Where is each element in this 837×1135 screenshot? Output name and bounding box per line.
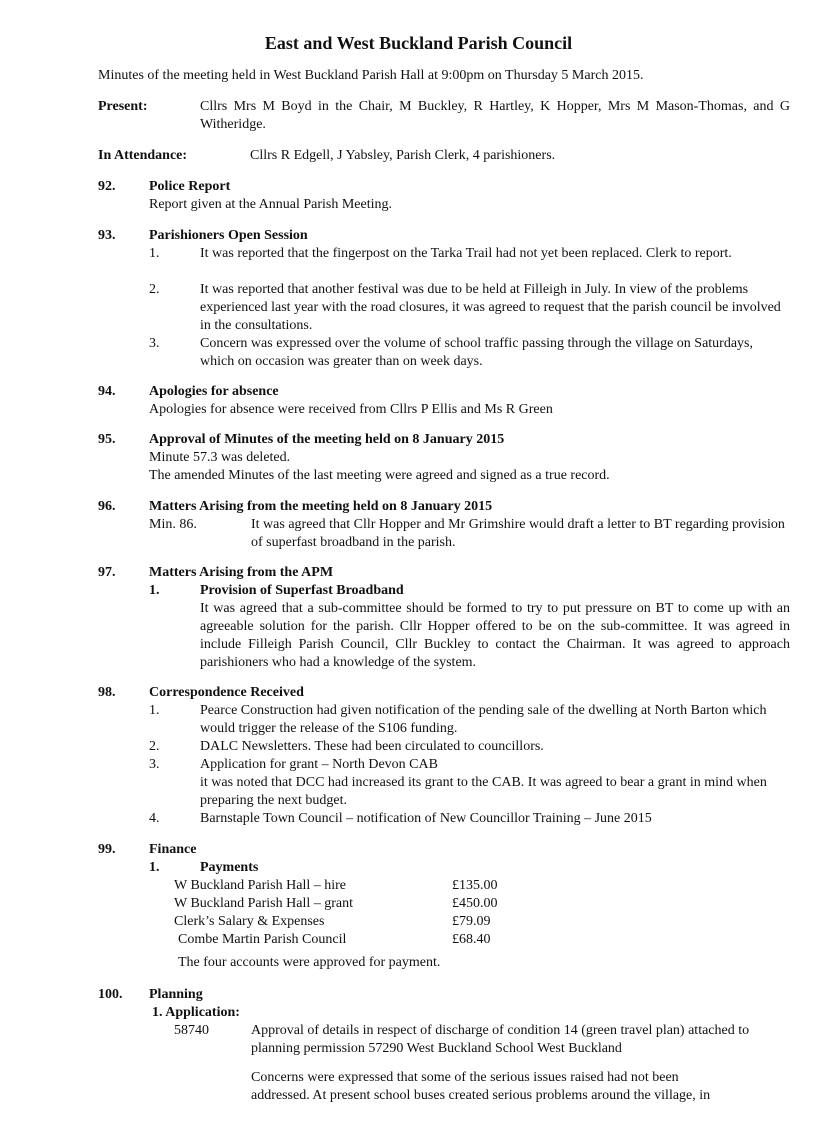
payment-amount: £79.09: [452, 914, 491, 929]
list-number: 4.: [149, 811, 160, 826]
item-heading: Correspondence Received: [149, 685, 304, 700]
item-body: The amended Minutes of the last meeting were agreed and signed as a true record.: [149, 468, 610, 483]
item-number: 95.: [98, 432, 116, 447]
item-body: Minute 57.3 was deleted.: [149, 450, 291, 465]
list-number: 1.: [149, 703, 160, 718]
item-body: It was agreed that a sub-committee should be formed to try to put pressure on BT to come up with an agreeable solution for the parish. Cllr Hopper offered to be on the sub-committee. It was agreed in include Filleigh Parish Council, Cllr Buckley to contact the Chairman. It was agreed to approach parishioners who had a knowledge of the system.: [200, 601, 790, 670]
item-heading: Planning: [149, 987, 203, 1002]
list-item: Barnstaple Town Council – notification of New Councillor Training – June 2015: [200, 811, 652, 826]
payment-amount: £450.00: [452, 896, 498, 911]
list-number: 3.: [149, 757, 160, 772]
payment-amount: £135.00: [452, 878, 498, 893]
finance-note: The four accounts were approved for payment.: [178, 955, 441, 970]
planning-concerns: Concerns were expressed that some of the serious issues raised had not been: [251, 1070, 679, 1085]
planning-concerns: addressed. At present school buses created serious problems around the village, in: [251, 1088, 711, 1103]
list-item: Concern was expressed over the volume of school traffic passing through the village on Saturdays, which on occasion was greater than on week days.: [200, 336, 753, 369]
item-body: Report given at the Annual Parish Meeting.: [149, 197, 393, 212]
item-number: 92.: [98, 179, 116, 194]
list-item: Pearce Construction had given notification of the pending sale of the dwelling at North Barton which would trigger the release of the S106 funding.: [200, 703, 767, 736]
item-number: 97.: [98, 565, 116, 580]
payment-payee: W Buckland Parish Hall – grant: [174, 896, 353, 911]
sub-heading: 1. Application:: [152, 1005, 240, 1020]
list-item: Application for grant – North Devon CAB: [200, 757, 438, 772]
list-number: 1.: [149, 246, 160, 261]
list-number: 1.: [149, 860, 160, 875]
list-number: 3.: [149, 336, 160, 351]
list-number: 1.: [149, 583, 160, 598]
attendance-label: In Attendance:: [98, 148, 188, 163]
payment-payee: Combe Martin Parish Council: [178, 932, 347, 947]
item-number: 99.: [98, 842, 116, 857]
item-heading: Police Report: [149, 179, 231, 194]
sub-heading: Provision of Superfast Broadband: [200, 583, 404, 598]
application-number: 58740: [174, 1023, 209, 1038]
list-number: 2.: [149, 739, 160, 754]
item-number: 94.: [98, 384, 116, 399]
minute-reference: Min. 86.: [149, 517, 197, 532]
sub-heading: Payments: [200, 860, 259, 875]
item-number: 98.: [98, 685, 116, 700]
item-heading: Finance: [149, 842, 197, 857]
payment-payee: W Buckland Parish Hall – hire: [174, 878, 346, 893]
item-heading: Matters Arising from the APM: [149, 565, 334, 580]
item-number: 96.: [98, 499, 116, 514]
list-item: DALC Newsletters. These had been circulated to councillors.: [200, 739, 544, 754]
payment-payee: Clerk’s Salary & Expenses: [174, 914, 325, 929]
list-item: It was reported that another festival was due to be held at Filleigh in July. In view of the problems experienced last year with the road closures, it was agreed to request that the parish council be involved in the consultations.: [200, 282, 781, 333]
present-label: Present:: [98, 99, 148, 114]
item-heading: Approval of Minutes of the meeting held on 8 January 2015: [149, 432, 505, 447]
item-heading: Matters Arising from the meeting held on 8 January 2015: [149, 499, 493, 514]
item-heading: Parishioners Open Session: [149, 228, 308, 243]
present-text: Cllrs Mrs M Boyd in the Chair, M Buckley, R Hartley, K Hopper, Mrs M Mason-Thomas, and G Witheridge.: [200, 99, 790, 132]
item-body: Apologies for absence were received from Cllrs P Ellis and Ms R Green: [149, 402, 553, 417]
item-body: It was agreed that Cllr Hopper and Mr Grimshire would draft a letter to BT regarding provision of superfast broadband in the parish.: [251, 517, 785, 550]
attendance-text: Cllrs R Edgell, J Yabsley, Parish Clerk, 4 parishioners.: [250, 148, 556, 163]
item-heading: Apologies for absence: [149, 384, 279, 399]
list-item: It was reported that the fingerpost on the Tarka Trail had not yet been replaced. Clerk to report.: [200, 246, 732, 261]
item-number: 100.: [98, 987, 123, 1002]
meeting-intro: Minutes of the meeting held in West Buckland Parish Hall at 9:00pm on Thursday 5 March 2015.: [98, 68, 644, 83]
application-text: Approval of details in respect of discharge of condition 14 (green travel plan) attached to planning permission 57290 West Buckland School West Buckland: [251, 1023, 750, 1056]
document-title: East and West Buckland Parish Council: [264, 33, 573, 53]
list-item-detail: it was noted that DCC had increased its grant to the CAB. It was agreed to bear a grant in mind when preparing the next budget.: [200, 775, 767, 808]
payment-amount: £68.40: [452, 932, 491, 947]
item-number: 93.: [98, 228, 116, 243]
list-number: 2.: [149, 282, 160, 297]
